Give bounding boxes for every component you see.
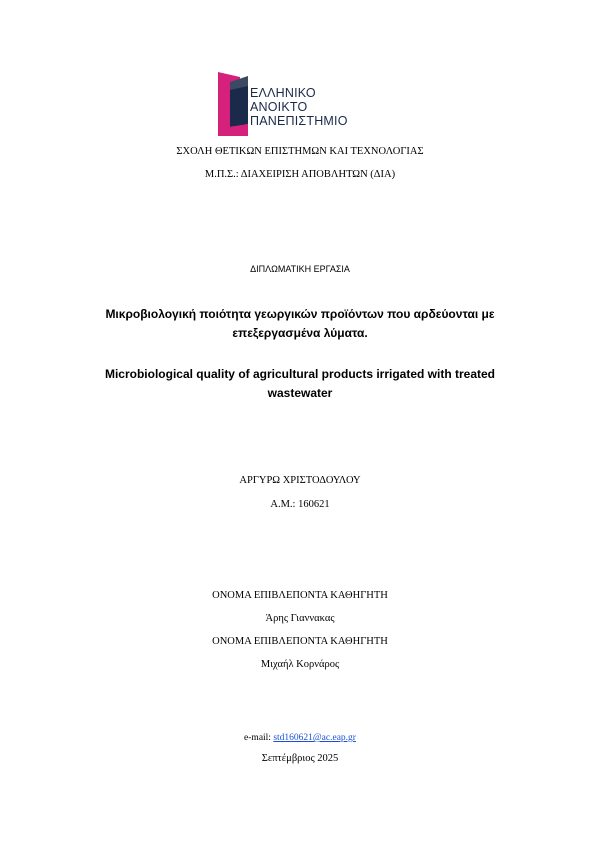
school-name: ΣΧΟΛΗ ΘΕΤΙΚΩΝ ΕΠΙΣΤΗΜΩΝ ΚΑΙ ΤΕΧΝΟΛΟΓΙΑΣ [176,146,424,157]
title-english-line-1: Microbiological quality of agricultural products irrigated with treated [104,367,496,381]
logo-line-1: ΕΛΛΗΝΙΚΟ [250,86,316,100]
logo-wordmark [250,86,348,128]
supervisor-2-label: ΟΝΟΜΑ ΕΠΙΒΛΕΠΟΝΤΑ ΚΑΘΗΓΗΤΗ [212,636,388,647]
logo-line-2: ΑΝΟΙΚΤΟ [250,100,308,114]
title-english [0,365,600,403]
date: Σεπτέμβριος 2025 [261,753,339,764]
author-name: ΑΡΓΥΡΩ ΧΡΙΣΤΟΔΟΥΛΟΥ [239,475,361,486]
title-greek-line-2: επεξεργασμένα λύματα. [232,326,368,340]
supervisor-1-name: Άρης Γιαννακας [265,613,335,624]
email-label: e-mail: [244,733,274,743]
student-id: Α.Μ.: 160621 [270,499,330,510]
supervisor-2-name: Μιχαήλ Κορνάρος [260,659,340,670]
title-greek [0,305,600,343]
logo-line-3: ΠΑΝΕΠΙΣΤΗΜΙΟ [250,114,348,128]
document-type: ΔΙΠΛΩΜΑΤΙΚΗ ΕΡΓΑΣΙΑ [250,264,350,274]
title-english-line-2: wastewater [267,386,333,400]
email-line [0,733,600,743]
supervisor-1-label: ΟΝΟΜΑ ΕΠΙΒΛΕΠΟΝΤΑ ΚΑΘΗΓΗΤΗ [212,590,388,601]
title-greek-line-1: Μικροβιολογική ποιότητα γεωργικών προϊόντων που αρδεύονται με [105,307,495,321]
program-name: Μ.Π.Σ.: ΔΙΑΧΕΙΡΙΣΗ ΑΠΟΒΛΗΤΩΝ (ΔΙΑ) [204,169,396,180]
email-link[interactable]: std160621@ac.eap.gr [273,733,356,743]
